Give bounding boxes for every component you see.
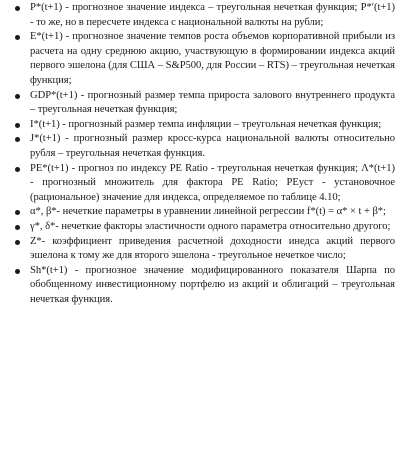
definition-item xyxy=(0,30,395,88)
definition-text: J*(t+1) - прогнозный размер кросс-курса национальной валюты относительно рубля – треугольная нечеткая функция. xyxy=(30,133,395,159)
definition-text: GDP*(t+1) - прогнозный размер темпа прироста залового внутреннего продукта – треугольная нечеткая функция; xyxy=(30,89,395,116)
bullet-icon xyxy=(15,35,20,40)
bullet-icon xyxy=(15,210,20,215)
bullet-icon xyxy=(15,225,20,230)
bullet-icon xyxy=(15,6,20,11)
bullet-icon xyxy=(15,240,20,245)
bullet-icon xyxy=(15,269,20,274)
definition-text: α*, β*- нечеткие параметры в уравнении линейной регрессии f*(t) = α* × t + β*; xyxy=(30,206,386,218)
definition-item xyxy=(0,89,395,118)
definition-item xyxy=(0,264,395,308)
definition-text: PE*(t+1) - прогноз по индексу PE Ratio - треугольная нечеткая функция; Λ*(t+1) - прогнозный множитель для фактора PE Ratio; PEуст - установочное (рациональное) значение для индекса, определяемое по таблице 4.10; xyxy=(30,162,395,203)
definition-item xyxy=(0,220,395,235)
definition-item xyxy=(0,118,395,133)
definition-text: I*(t+1) - прогнозный размер темпа инфляции – треугольная нечеткая функция; xyxy=(30,118,382,130)
definition-list xyxy=(0,1,401,307)
definition-item xyxy=(0,205,395,220)
bullet-icon xyxy=(15,94,20,99)
definition-text: γ*, δ*- нечеткие факторы эластичности одного параметра относительно другого; xyxy=(30,220,391,232)
definition-text: E*(t+1) - прогнозное значение темпов роста объемов корпоративной прибыли из расчета на одну среднюю акцию, участвующую в формировании индекса акций первого эшелона (для США – S&P500, для России – RTS) – треугольная нечеткая функция; xyxy=(30,31,395,86)
bullet-icon xyxy=(15,123,20,128)
definition-text: P*(t+1) - прогнозное значение индекса – треугольная нечеткая функция; P*′(t+1) - то же, но в пересчете индекса с национальной валюты на рубли; xyxy=(30,2,395,28)
definition-item xyxy=(0,1,395,30)
bullet-icon xyxy=(15,137,20,142)
definition-item xyxy=(0,132,395,161)
bullet-icon xyxy=(15,167,20,172)
definition-text: Sh*(t+1) - прогнозное значение модифицированного показателя Шарпа по обобщенному инвестиционному портфелю из акций и облигаций – треугольная нечеткая функция. xyxy=(30,264,395,305)
definition-text: Z*- коэффициент приведения расчетной доходности инедса акций первого эшелона к тому же для второго эшелона - треугольное нечеткое число; xyxy=(30,235,395,262)
definition-item xyxy=(0,162,395,206)
definition-item xyxy=(0,235,395,264)
